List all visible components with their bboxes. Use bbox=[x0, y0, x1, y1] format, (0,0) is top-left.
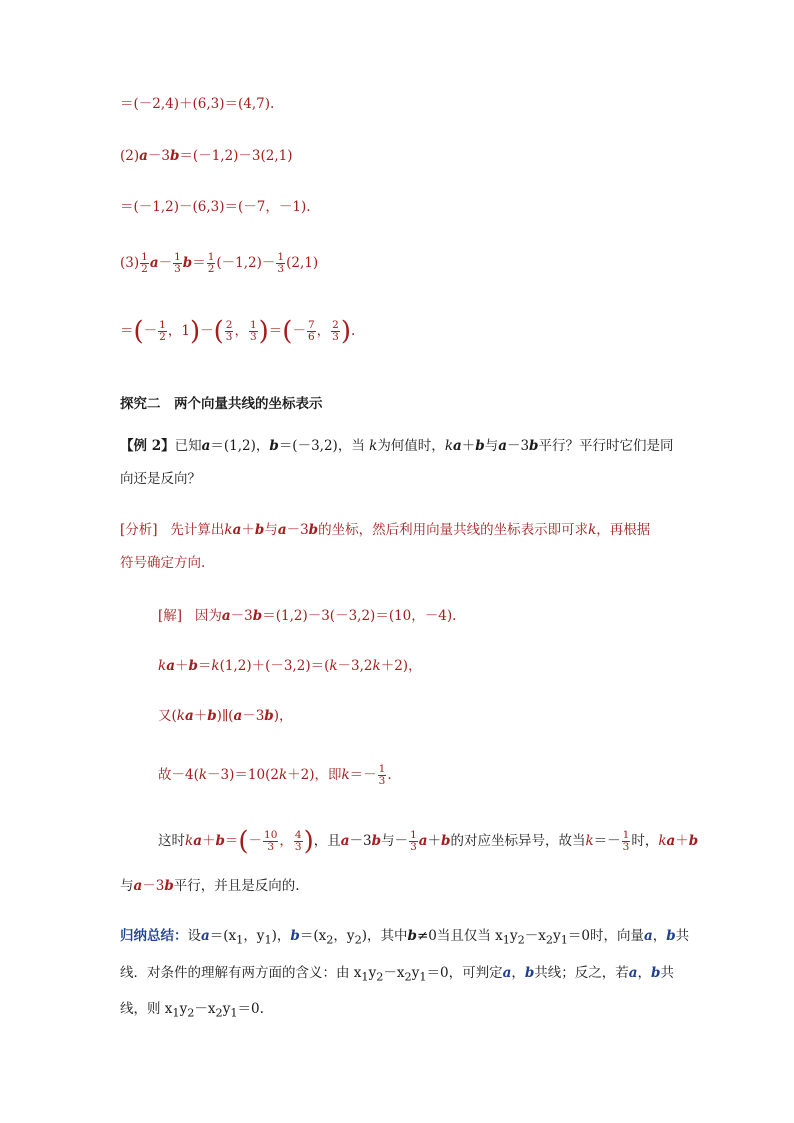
fraction: $\frac{1}{2}$ bbox=[159, 319, 166, 343]
fraction: $\frac{4}{3}$ bbox=[294, 829, 302, 853]
fraction: $\frac{10}{3}$ bbox=[264, 829, 278, 853]
calc-line-5: ＝(－ $\frac{1}{2}$ ，1)－( $\frac{2}{3}$ ， $\frac{1}{3}$ )＝(－ $\frac{7}{6}$ ， $\frac{2}{3}$ ). bbox=[120, 316, 356, 347]
fraction: $\frac{2}{3}$ bbox=[332, 319, 339, 343]
calc-line-2: (2)a－3b＝(－1,2)－3(2,1) bbox=[120, 148, 293, 164]
solution-line-6: 与a－3b平行，并且是反向的. bbox=[120, 878, 300, 894]
fraction: $\frac{2}{3}$ bbox=[225, 319, 233, 343]
fraction: $\frac{1}{2}$ bbox=[207, 251, 215, 275]
example-line-1: 【例 2】已知a＝(1,2)，b＝(－3,2)，当 k为何值时，ka＋b与a－3b平行？平行时它们是同 bbox=[120, 438, 674, 454]
fraction: $\frac{1}{2}$ bbox=[141, 251, 148, 275]
solution-line-4: 故－4(k－3)＝10(2k＋2)，即k＝－ $\frac{1}{3}$ . bbox=[158, 763, 392, 787]
calc-line-4: (3) $\frac{1}{2}$ a－ $\frac{1}{3}$ b＝ $\frac{1}{2}$ (－1,2)－ $\frac{1}{3}$ (2,1) bbox=[120, 251, 319, 275]
solution-line-1: [解] 因为a－3b＝(1,2)－3(－3,2)＝(10，－4). bbox=[158, 608, 457, 624]
solution-line-3: 又(ka＋b)∥(a－3b)， bbox=[158, 708, 293, 724]
section-heading: 探究二 两个向量共线的坐标表示 bbox=[120, 396, 323, 412]
fraction: $\frac{1}{3}$ bbox=[410, 829, 417, 853]
summary-line-2: 线．对条件的理解有两方面的含义：由 $x_1y_2-x_2y_1=0$，可判定a，b共线；反之，若a，b共 bbox=[120, 965, 674, 984]
fraction: $\frac{1}{3}$ bbox=[622, 829, 630, 853]
fraction: $\frac{1}{3}$ bbox=[378, 763, 386, 787]
fraction: $\frac{7}{6}$ bbox=[307, 319, 315, 343]
example-line-2: 向还是反向？ bbox=[120, 471, 201, 487]
analysis-line-2: 符号确定方向. bbox=[120, 555, 206, 571]
summary-line-1: 归纳总结：设$a=(x_1$，$y_1$)，$b=(x_2$，$y_2$)，其中b≠0当且仅当 $x_1y_2-x_2y_1=0$时，向量a，b共 bbox=[120, 928, 690, 947]
summary-line-3: 线，则 $x_1y_2-x_2y_1=0$. bbox=[120, 1001, 264, 1020]
fraction: $\frac{1}{3}$ bbox=[277, 251, 285, 275]
calc-line-1: ＝(－2,4)＋(6,3)＝(4,7). bbox=[120, 96, 275, 112]
calc-line-3: ＝(－1,2)－(6,3)＝(－7，－1). bbox=[120, 199, 311, 215]
solution-line-5: 这时ka＋b＝(－ $\frac{10}{3}$ ， $\frac{4}{3}$ )，且a－3b与－ $\frac{1}{3}$ a＋b的对应坐标异号，故当k＝－ $\frac{1}{3}$ 时，ka＋b bbox=[158, 826, 699, 857]
fraction: $\frac{1}{3}$ bbox=[174, 251, 181, 275]
analysis-line-1: [分析] 先计算出ka＋b与a－3b的坐标，然后利用向量共线的坐标表示即可求k，再根据 bbox=[120, 522, 651, 538]
solution-line-2: ka＋b＝k(1,2)＋(－3,2)＝(k－3,2k＋2)， bbox=[158, 658, 422, 674]
fraction: $\frac{1}{3}$ bbox=[249, 319, 257, 343]
